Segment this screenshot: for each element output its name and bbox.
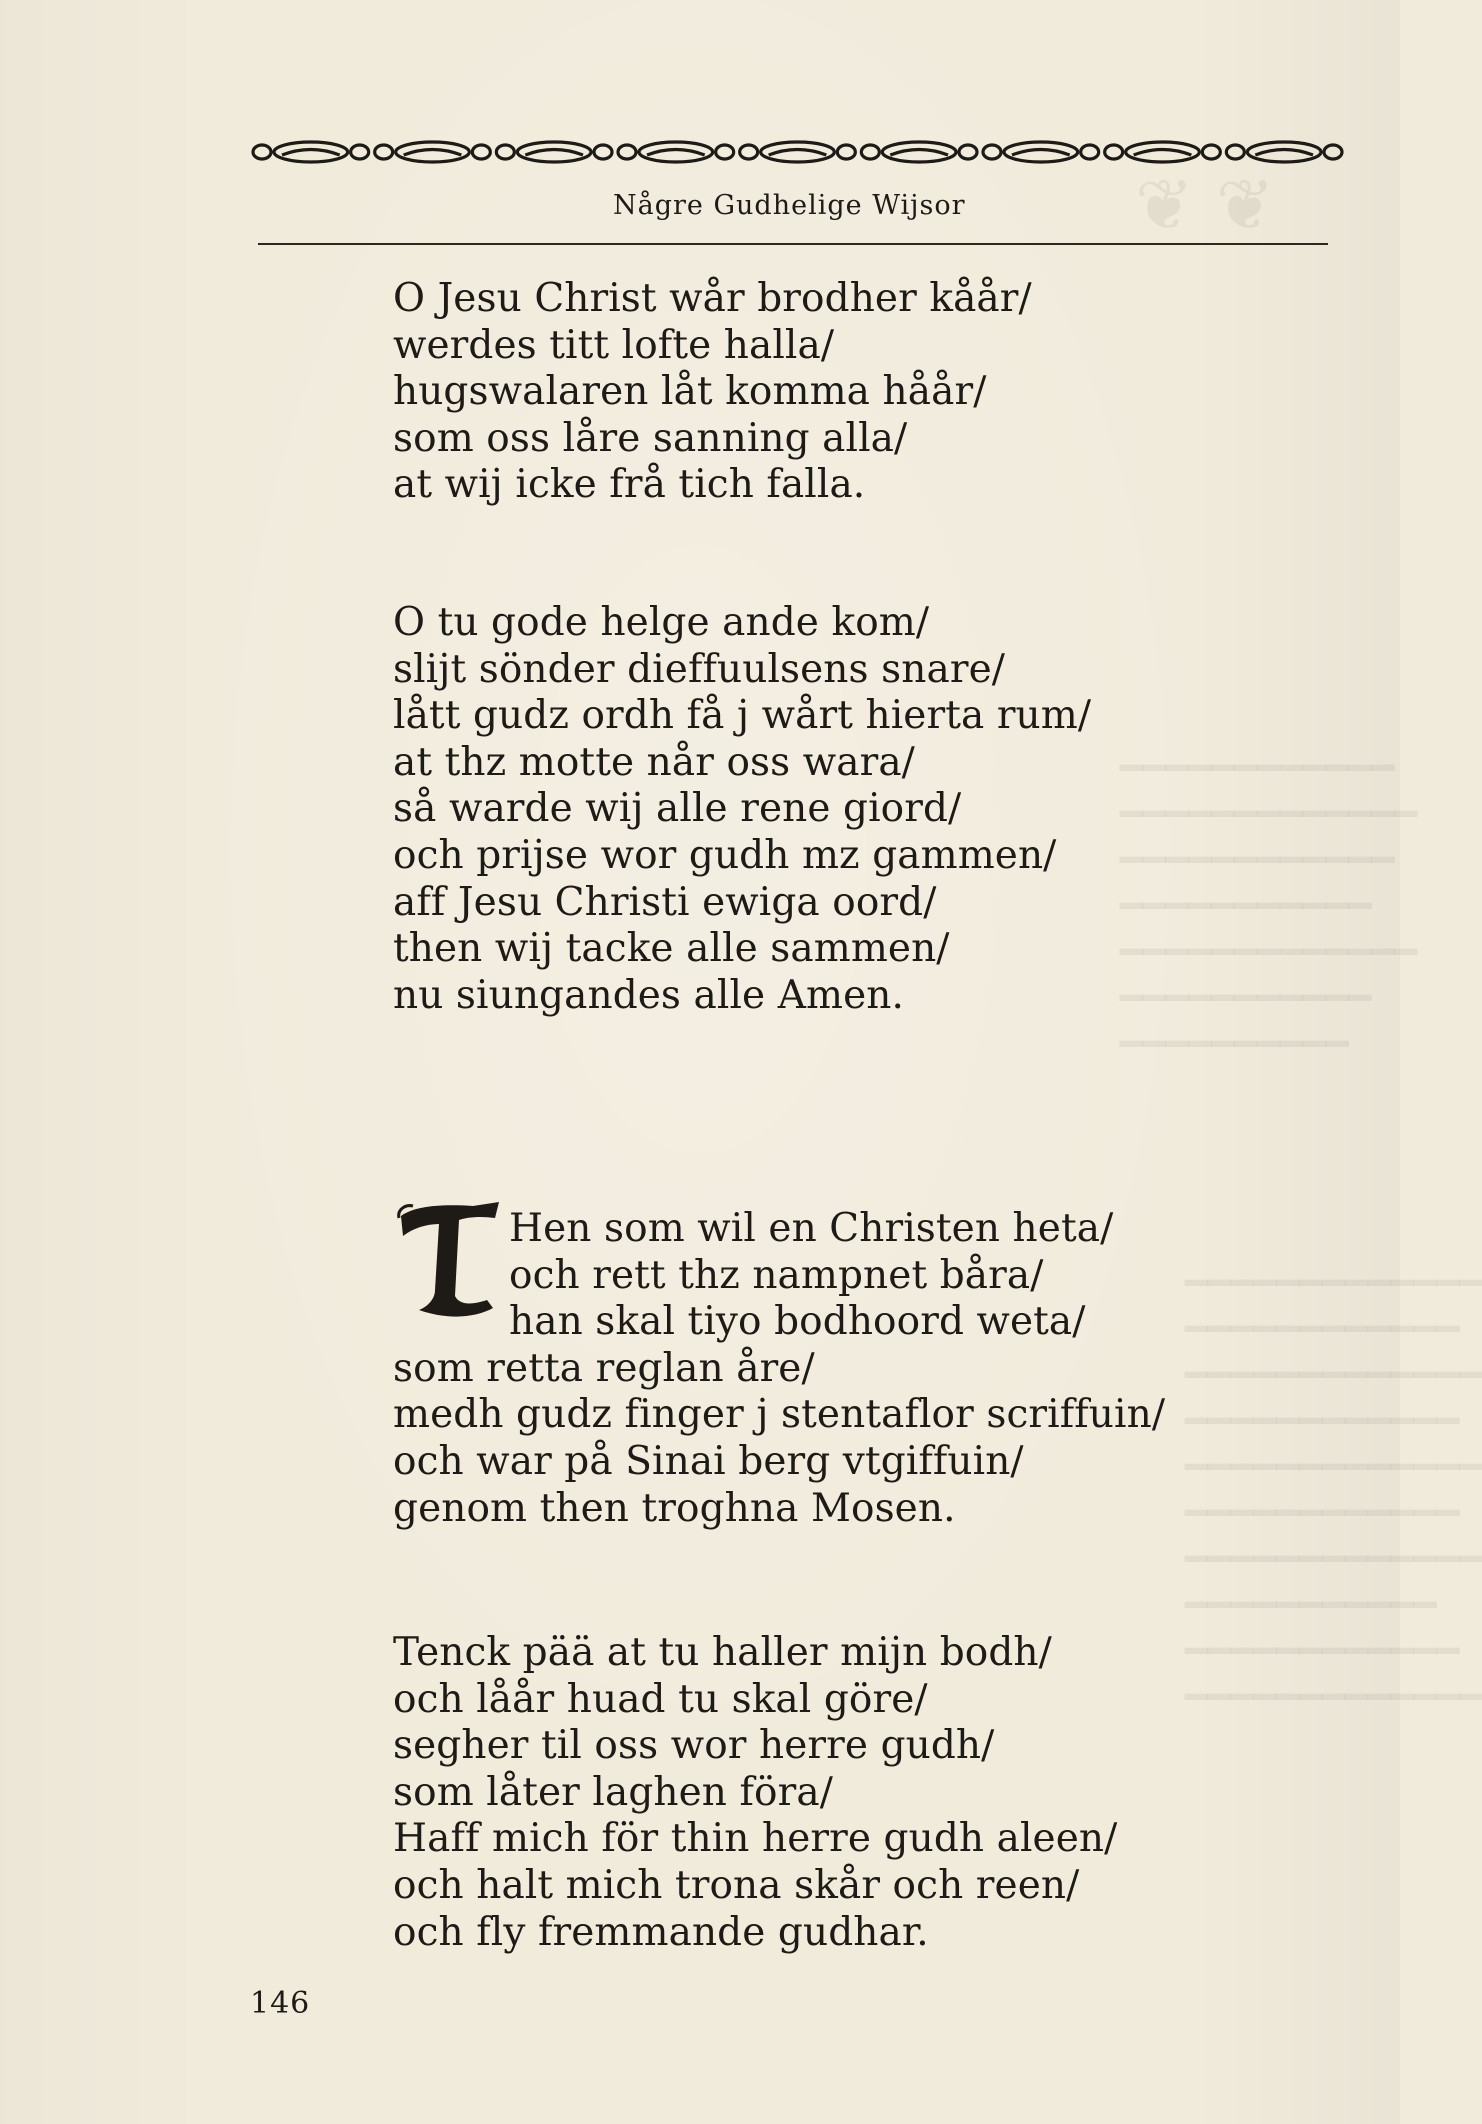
- ornament-link-inner: [647, 150, 705, 156]
- stanza-3: [393, 1206, 1165, 1532]
- ornament-ring: [959, 145, 977, 159]
- verse-line: och prijse wor gudh mz gammen/: [393, 832, 1057, 878]
- ornament-ring: [983, 145, 1001, 159]
- verse-line: som låter laghen föra/: [393, 1769, 833, 1815]
- ornament-ring: [496, 145, 514, 159]
- ornament-ring: [861, 145, 879, 159]
- ornament-link-inner: [769, 150, 827, 156]
- ornament-link-inner: [1134, 150, 1192, 156]
- ornament-ring: [594, 145, 612, 159]
- verse-line: Tenck pää at tu haller mijn bodh/: [393, 1630, 1052, 1675]
- ornament-link-inner: [1255, 150, 1313, 156]
- page-number: 146: [250, 1986, 311, 2021]
- ornament-ring: [1202, 145, 1220, 159]
- verse-line: O Jesu Christ wår brodher kåår/: [393, 276, 1032, 321]
- header-rule: [258, 243, 1328, 245]
- verse-line: så warde wij alle rene giord/: [393, 786, 962, 832]
- verse-line: at wij icke frå tich falla.: [393, 462, 866, 508]
- ornament-link-inner: [525, 150, 583, 156]
- verse-line: och halt mich trona skår och reen/: [393, 1862, 1080, 1908]
- verse-line: Haff mich för thin herre gudh aleen/: [393, 1816, 1118, 1862]
- ornament-ring: [618, 145, 636, 159]
- ornament-link-inner: [1012, 150, 1070, 156]
- ornament-link: [1126, 142, 1200, 162]
- verse-line: slijt sönder dieffuulsens snare/: [393, 646, 1005, 692]
- ornament-link: [882, 142, 956, 162]
- verse-line: han skal tiyo bodhoord weta/: [509, 1299, 1086, 1345]
- ornament-ring: [351, 145, 369, 159]
- verse-line: och rett thz nampnet båra/: [509, 1252, 1044, 1298]
- ornament-link: [639, 142, 713, 162]
- verse-line: hugswalaren låt komma håår/: [393, 369, 987, 415]
- ornament-ring: [837, 145, 855, 159]
- verse-line: och war på Sinai berg vtgiffuin/: [393, 1438, 1024, 1484]
- ornamental-border: [250, 132, 1345, 172]
- ornament-link-inner: [890, 150, 948, 156]
- verse-line: och fly fremmande gudhar.: [393, 1909, 929, 1955]
- stanza-4: [393, 1630, 1117, 1956]
- show-through-ornament: ❦ ❦: [1135, 164, 1275, 246]
- verse-line: then wij tacke alle sammen/: [393, 926, 950, 972]
- verse-line: och låår huad tu skal göre/: [393, 1676, 928, 1722]
- ornament-ring: [375, 145, 393, 159]
- running-head: Någre Gudhelige Wijsor: [613, 190, 966, 221]
- ornament-link: [517, 142, 591, 162]
- verse-line: nu siungandes alle Amen.: [393, 972, 904, 1018]
- ornament-link: [761, 142, 835, 162]
- stanza-1: [393, 276, 1032, 509]
- verse-line: medh gudz finger j stentaflor scriffuin/: [393, 1392, 1166, 1438]
- verse-line: Hen som wil en Christen heta/: [509, 1206, 1114, 1251]
- verse-line: som oss låre sanning alla/: [393, 415, 908, 461]
- ornament-ring: [1105, 145, 1123, 159]
- verse-line: O tu gode helge ande kom/: [393, 600, 930, 645]
- ornament-ring: [740, 145, 758, 159]
- ornament-link-inner: [404, 150, 462, 156]
- show-through-text: ━━━━━━━━━━━━ ━━━━━━━━━━━━━ ━━━━━━━━━━━━ ━━━━━━━━━━━ ━━━━━━━━━━━━━ ━━━━━━━━━━━ ━━━━━━━━━━: [1120, 746, 1418, 1066]
- ornament-ring: [253, 145, 271, 159]
- verse-line: aff Jesu Christi ewiga oord/: [393, 879, 937, 925]
- verse-line: werdes titt lofte halla/: [393, 322, 835, 368]
- verse-line: som retta reglan åre/: [393, 1345, 815, 1391]
- ornament-ring: [1226, 145, 1244, 159]
- ornament-link: [1247, 142, 1321, 162]
- ornament-ring: [472, 145, 490, 159]
- stanza-2: [393, 600, 1091, 1019]
- verse-line: at thz motte når oss wara/: [393, 739, 915, 785]
- show-through-text: ━━━━━━━━━━━━━ ━━━━━━━━━━━━ ━━━━━━━━━━━━━ ━━━━━━━━━━━━ ━━━━━━━━━━━━━ ━━━━━━━━━━━━ ━━━━━━━━━━━━━ ━━━━━━━━━━━ ━━━━━━━━━━━━ ━━━━━━━━━━━━━: [1185, 1261, 1482, 1719]
- verse-line: genom then troghna Mosen.: [393, 1485, 956, 1531]
- ornament-link: [396, 142, 470, 162]
- ornament-link-inner: [282, 150, 340, 156]
- ornament-link: [1004, 142, 1078, 162]
- ornament-ring: [1324, 145, 1342, 159]
- ornament-ring: [1081, 145, 1099, 159]
- verse-line: lått gudz ordh få j wårt hierta rum/: [393, 693, 1092, 739]
- ornament-link: [274, 142, 348, 162]
- ornament-ring: [716, 145, 734, 159]
- verse-line: segher til oss wor herre gudh/: [393, 1723, 995, 1769]
